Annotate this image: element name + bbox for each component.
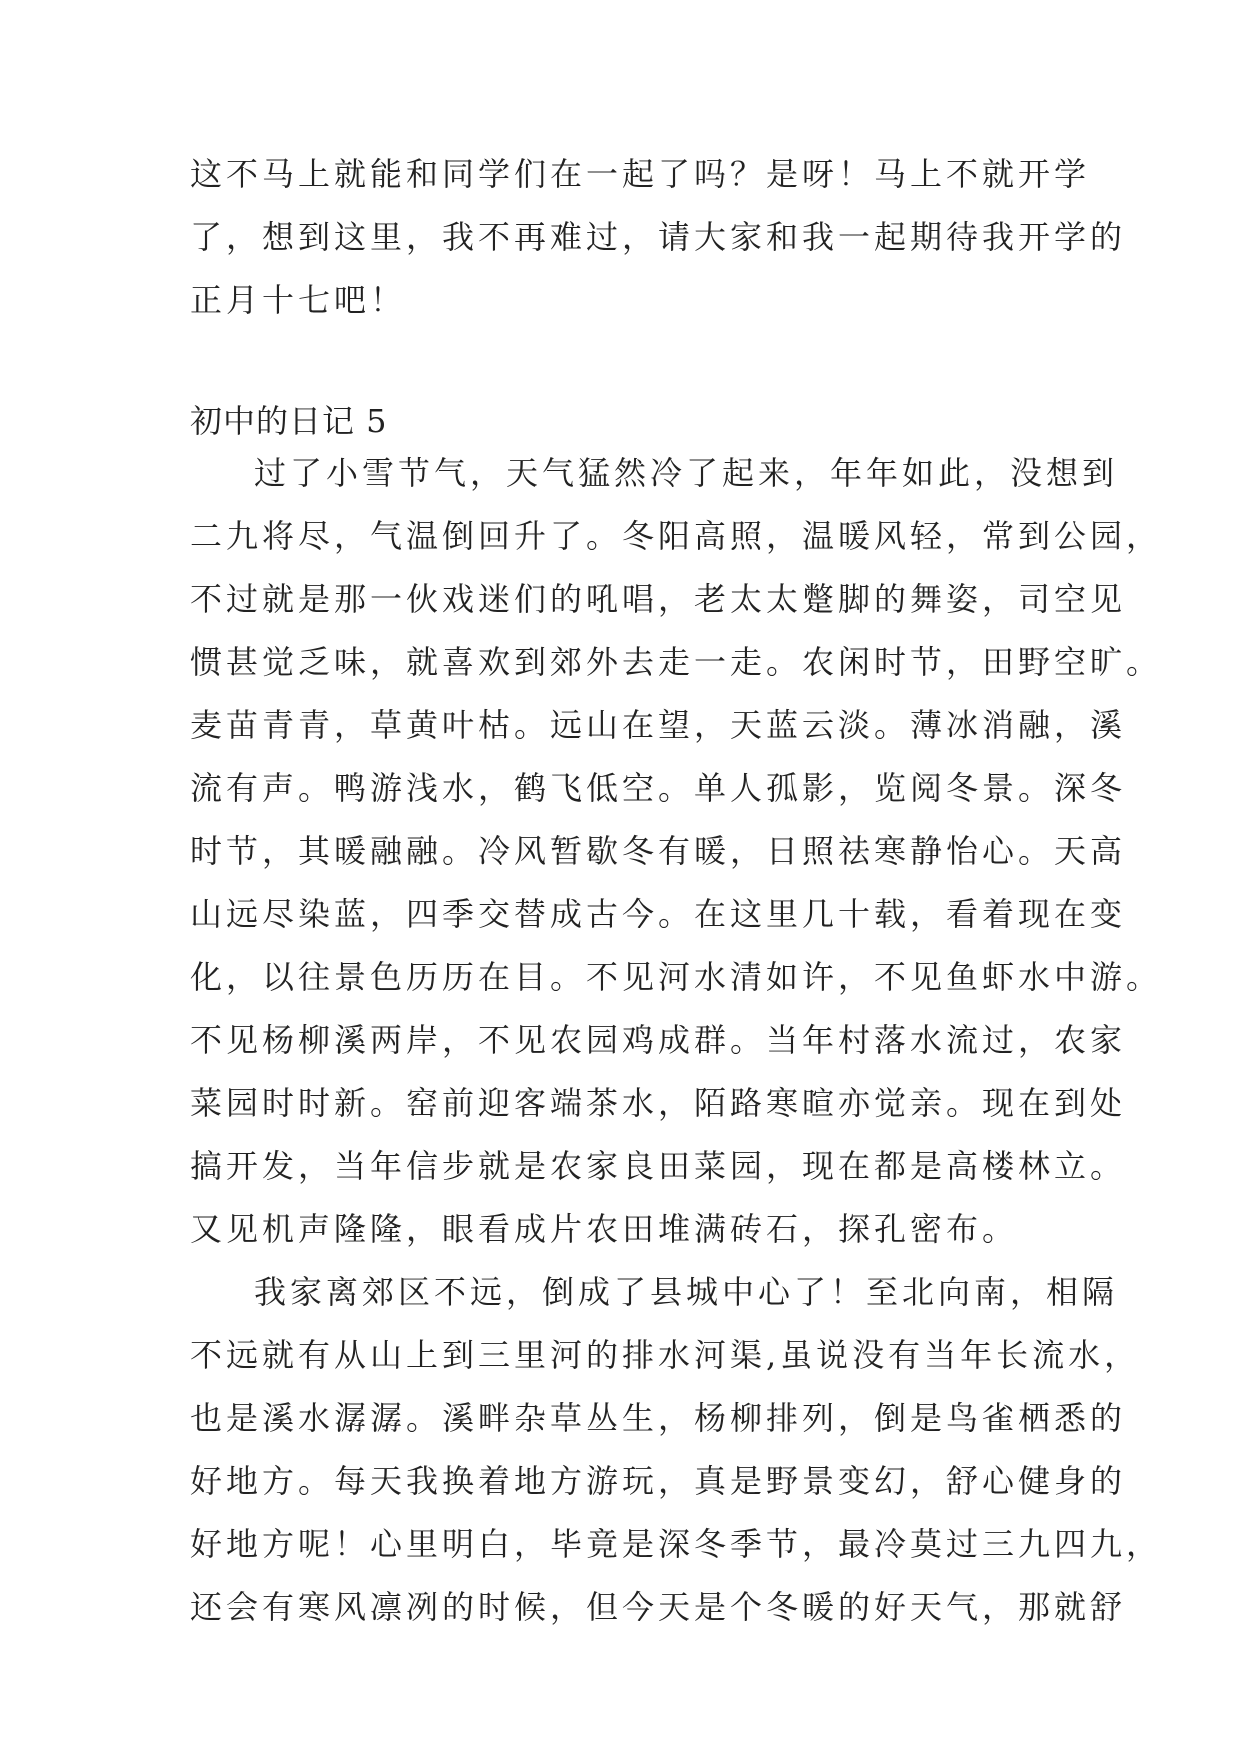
- paragraph-line: 我家离郊区不远，倒成了县城中心了！至北向南，相隔: [254, 1273, 1119, 1311]
- paragraph-line: 山远尽染蓝，四季交替成古今。在这里几十载，看着现在变: [190, 895, 1127, 933]
- diary-heading: 初中的日记 5: [190, 402, 388, 440]
- paragraph-line: 惯甚觉乏味，就喜欢到郊外去走一走。农闲时节，田野空旷。: [190, 643, 1163, 681]
- paragraph-line: 时节，其暖融融。冷风暂歇冬有暖，日照祛寒静怡心。天高: [190, 832, 1127, 870]
- paragraph-line: 好地方。每天我换着地方游玩，真是野景变幻，舒心健身的: [190, 1462, 1127, 1500]
- paragraph-line: 化，以往景色历历在目。不见河水清如许，不见鱼虾水中游。: [190, 958, 1163, 996]
- paragraph-line: 搞开发，当年信步就是农家良田菜园，现在都是高楼林立。: [190, 1147, 1127, 1185]
- paragraph-line: 过了小雪节气，天气猛然冷了起来，年年如此，没想到: [254, 454, 1119, 492]
- paragraph-line: 又见机声隆隆，眼看成片农田堆满砖石，探孔密布。: [190, 1210, 1019, 1248]
- paragraph-line: 好地方呢！心里明白，毕竟是深冬季节，最冷莫过三九四九，: [190, 1525, 1163, 1563]
- intro-line: 了，想到这里，我不再难过，请大家和我一起期待我开学的: [190, 218, 1127, 256]
- paragraph-line: 不过就是那一伙戏迷们的吼唱，老太太蹩脚的舞姿，司空见: [190, 580, 1127, 618]
- paragraph-line: 麦苗青青，草黄叶枯。远山在望，天蓝云淡。薄冰消融，溪: [190, 706, 1127, 744]
- paragraph-line: 二九将尽，气温倒回升了。冬阳高照，温暖风轻，常到公园，: [190, 517, 1163, 555]
- paragraph-line: 菜园时时新。窑前迎客端茶水，陌路寒暄亦觉亲。现在到处: [190, 1084, 1127, 1122]
- paragraph-line: 也是溪水潺潺。溪畔杂草丛生，杨柳排列，倒是鸟雀栖悉的: [190, 1399, 1127, 1437]
- paragraph-line: 还会有寒风凛冽的时候，但今天是个冬暖的好天气，那就舒: [190, 1588, 1127, 1626]
- intro-line: 这不马上就能和同学们在一起了吗？是呀！马上不就开学: [190, 155, 1091, 193]
- intro-line: 正月十七吧！: [190, 281, 407, 319]
- paragraph-line: 流有声。鸭游浅水，鹤飞低空。单人孤影，览阅冬景。深冬: [190, 769, 1127, 807]
- paragraph-line: 不见杨柳溪两岸，不见农园鸡成群。当年村落水流过，农家: [190, 1021, 1127, 1059]
- paragraph-line: 不远就有从山上到三里河的排水河渠,虽说没有当年长流水，: [190, 1336, 1141, 1374]
